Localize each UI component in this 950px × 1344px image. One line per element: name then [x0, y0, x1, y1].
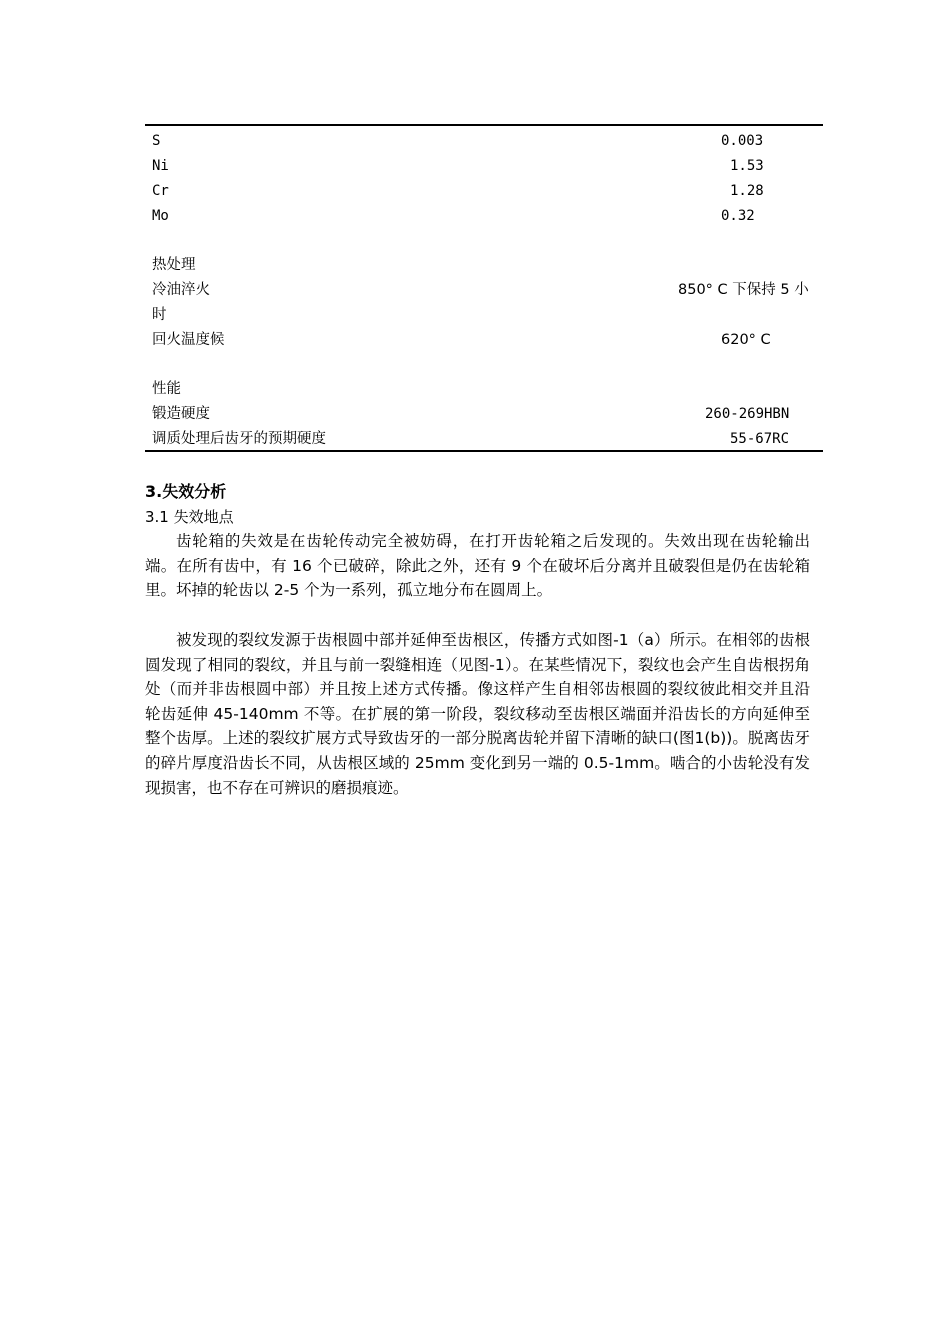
table-bottom-rule [145, 450, 823, 452]
properties-title: 性能 [152, 381, 181, 397]
table-top-rule [145, 124, 823, 126]
section-heading: 3.失效分析 [145, 482, 227, 501]
temper-value: 620° C [721, 332, 771, 348]
row-s-value: 0.003 [721, 133, 764, 149]
temper-label: 回火温度候 [152, 332, 225, 348]
paragraph-failure-location: 齿轮箱的失效是在齿轮传动完全被妨碍，在打开齿轮箱之后发现的。失效出现在齿轮输出端。在所有齿中，有 16 个已破碎，除此之外，还有 9 个在破坏后分离并且破裂但是仍在齿轮箱里。坏掉的轮齿以 2-5 个为一系列，孤立地分布在圆周上。 [145, 532, 810, 600]
section-subheading: 3.1 失效地点 [145, 508, 234, 526]
row-ni-value: 1.53 [730, 158, 764, 174]
quench-value: 850° C 下保持 5 小 [678, 282, 809, 298]
row-mo-value: 0.32 [721, 208, 755, 224]
paragraph-crack-propagation: 被发现的裂纹发源于齿根圆中部并延伸至齿根区，传播方式如图-1（a）所示。在相邻的齿根圆发现了相同的裂纹，并且与前一裂缝相连（见图-1）。在某些情况下，裂纹也会产生自齿根拐角处（而并非齿根圆中部）并且按上述方式传播。像这样产生自相邻齿根圆的裂纹彼此相交并且沿轮齿延伸 45-140mm 不等。在扩展的第一阶段，裂纹移动至齿根区端面并沿齿长的方向延伸至整个齿厚。上述的裂纹扩展方式导致齿牙的一部分脱离齿轮并留下清晰的缺口(图1(b))。脱离齿牙的碎片厚度沿齿长不同，从齿根区域的 25mm 变化到另一端的 0.5-1mm。啮合的小齿轮没有发现损害，也不存在可辨识的磨损痕迹。 [145, 631, 810, 797]
heat-treatment-title: 热处理 [152, 257, 196, 273]
row-mo-label: Mo [152, 208, 169, 224]
forged-hardness-label: 锻造硬度 [152, 406, 210, 422]
row-cr-value: 1.28 [730, 183, 764, 199]
forged-hardness-value: 260-269HBN [705, 406, 790, 422]
row-ni-label: Ni [152, 158, 169, 174]
quench-label: 冷油淬火 [152, 282, 210, 298]
expected-hardness-value: 55-67RC [730, 431, 790, 447]
quench-value-continued: 时 [152, 307, 167, 323]
row-s-label: S [152, 133, 161, 149]
expected-hardness-label: 调质处理后齿牙的预期硬度 [152, 431, 326, 447]
row-cr-label: Cr [152, 183, 169, 199]
